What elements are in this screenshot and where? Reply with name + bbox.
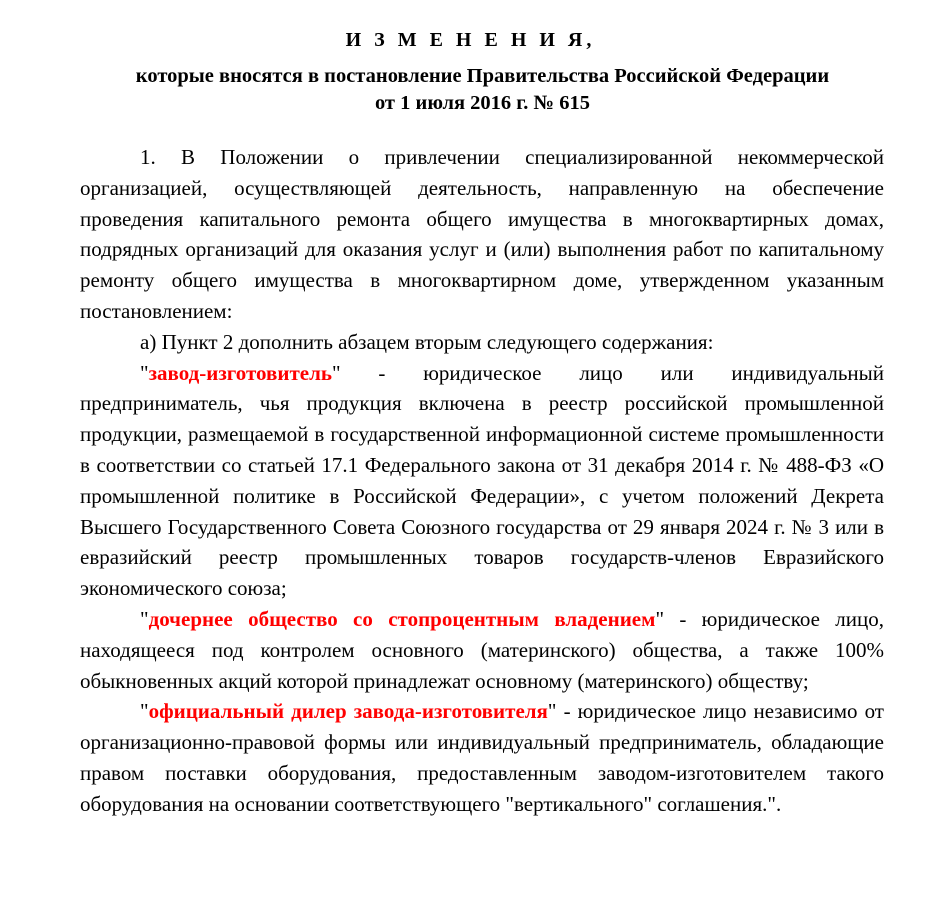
term-manufacturer: завод-изготовитель <box>148 360 332 385</box>
definition-official-dealer <box>80 696 884 819</box>
definition-open-quote: " <box>140 606 149 631</box>
definition-open-quote: " <box>140 699 149 724</box>
definition-text: " - юридическое лицо независимо от организационно-правовой формы или индивидуальный предприниматель, обладающие правом поставки оборудования, предоставленным заводом-изготовителем такого оборудования на основании соответствующего "вертикального" соглашения.". <box>80 699 884 816</box>
definition-text: " - юридическое лицо, находящееся под контролем основного (материнского) общества, а также 100% обыкновенных акций которой принадлежат основному (материнского) обществу; <box>80 606 885 693</box>
subtitle-line-1: которые вносятся в постановление Правительства Российской Федерации <box>135 65 830 87</box>
definition-subsidiary <box>80 604 884 696</box>
definition-manufacturer <box>80 358 884 604</box>
definition-text: " - юридическое лицо или индивидуальный предприниматель, чья продукция включена в реестр российской промышленной продукции, размещаемой в государственной информационной системе промышленности в соответствии со статьей 17.1 Федерального закона от 31 декабря 2014 г. № 488-ФЗ «О промышленной политике в Российской Федерации», с учетом положений Декрета Высшего Государственного Совета Союзного государства от 29 января 2024 г. № 3 или в евразийский реестр промышленных товаров государств-членов Евразийского экономического союза; <box>80 360 884 601</box>
document-body <box>80 142 884 820</box>
paragraph-2: а) Пункт 2 дополнить абзацем вторым следующего содержания: <box>140 329 714 354</box>
document-title: И З М Е Н Е Н И Я, <box>345 29 596 51</box>
subtitle-line-2: от 1 июля 2016 г. № 615 <box>374 92 591 114</box>
definition-open-quote: " <box>140 360 149 385</box>
term-subsidiary: дочернее общество со стопроцентным владением <box>148 606 656 631</box>
term-official-dealer: официальный дилер завода-изготовителя <box>148 699 548 724</box>
document-subtitle <box>0 63 935 117</box>
paragraph-1: 1. В Положении о привлечении специализированной некоммерческой организацией, осуществляющей деятельность, направленную на обеспечение проведения капитального ремонта общего имущества в многоквартирных домах, подрядных организаций для оказания услуг и (или) выполнения работ по капитальному ремонту общего имущества в многоквартирном доме, утвержденном указанным постановлением: <box>80 145 884 323</box>
